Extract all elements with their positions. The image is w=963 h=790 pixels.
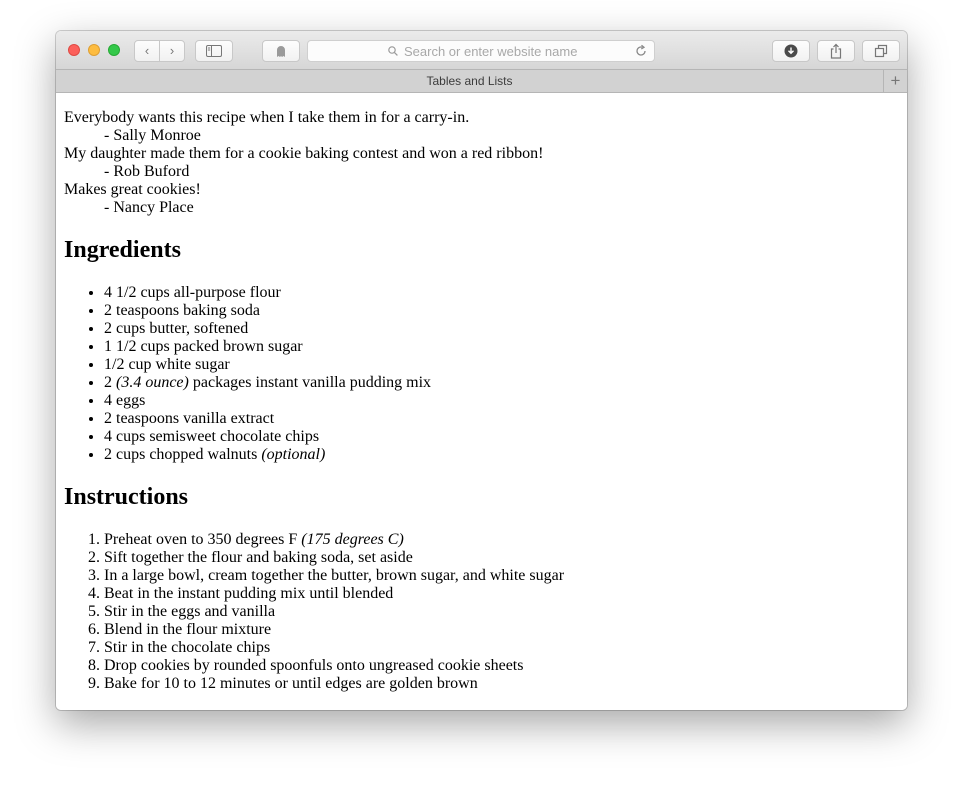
plus-icon: + [890,71,901,90]
instructions-heading: Instructions [64,484,189,510]
list-item: • 1 1/2 cups packed brown sugar [104,338,899,356]
testimonial-author: - Rob Buford [104,163,190,180]
minimize-window-button[interactable] [88,44,100,56]
testimonial-text: Makes great cookies! [64,181,201,198]
sidebar-icon [206,45,222,57]
reload-icon[interactable] [634,44,648,58]
close-window-button[interactable] [68,44,80,56]
list-item: 5. Stir in the eggs and vanilla [104,603,899,621]
list-item: • 2 teaspoons vanilla extract [104,410,899,428]
address-bar[interactable] [307,40,655,62]
list-item: • 4 1/2 cups all-purpose flour [104,284,899,302]
testimonial-author: - Nancy Place [104,199,194,216]
list-item: • 2 cups chopped walnuts (optional) [104,446,899,464]
list-item: 9. Bake for 10 to 12 minutes or until edges are golden brown [104,675,899,693]
ingredients-list [64,284,899,464]
forward-button[interactable] [159,40,185,62]
tab-tables-and-lists[interactable]: Tables and Lists [426,74,513,88]
list-item: • 2 (3.4 ounce) packages instant vanilla pudding mix [104,374,899,392]
show-all-tabs-button[interactable] [862,40,900,62]
testimonial-text: My daughter made them for a cookie baking contest and won a red ribbon! [64,145,544,162]
downloads-button[interactable] [772,40,810,62]
chevron-right-icon: › [169,43,175,58]
list-item: • 1/2 cup white sugar [104,356,899,374]
privacy-button[interactable] [262,40,300,62]
sidebar-button[interactable] [195,40,233,62]
new-tab-button[interactable] [883,70,907,92]
list-item: 4. Beat in the instant pudding mix until blended [104,585,899,603]
list-item: 2. Sift together the flour and baking soda, set aside [104,549,899,567]
tab-bar [56,69,907,93]
instructions-list [64,531,899,693]
list-item: 8. Drop cookies by rounded spoonfuls onto ungreased cookie sheets [104,657,899,675]
ghost-icon [275,44,287,58]
page-content [56,93,907,710]
back-button[interactable] [134,40,160,62]
ingredients-heading: Ingredients [64,237,181,263]
list-item: • 2 teaspoons baking soda [104,302,899,320]
testimonials [64,109,899,217]
tabs-overview-icon [874,44,888,58]
list-item: 1. Preheat oven to 350 degrees F (175 degrees C) [104,531,899,549]
list-item: 6. Blend in the flour mixture [104,621,899,639]
testimonial-text: Everybody wants this recipe when I take them in for a carry-in. [64,109,470,126]
browser-window [56,31,907,710]
download-icon [784,44,798,58]
list-item: • 2 cups butter, softened [104,320,899,338]
list-item: • 4 eggs [104,392,899,410]
toolbar [56,31,907,69]
address-placeholder: Search or enter website name [404,44,578,59]
testimonial-author: - Sally Monroe [104,127,201,144]
chevron-left-icon: ‹ [144,43,150,58]
zoom-window-button[interactable] [108,44,120,56]
list-item: 3. In a large bowl, cream together the butter, brown sugar, and white sugar [104,567,899,585]
search-icon [388,46,398,56]
list-item: • 4 cups semisweet chocolate chips [104,428,899,446]
share-icon [829,43,843,59]
list-item: 7. Stir in the chocolate chips [104,639,899,657]
share-button[interactable] [817,40,855,62]
